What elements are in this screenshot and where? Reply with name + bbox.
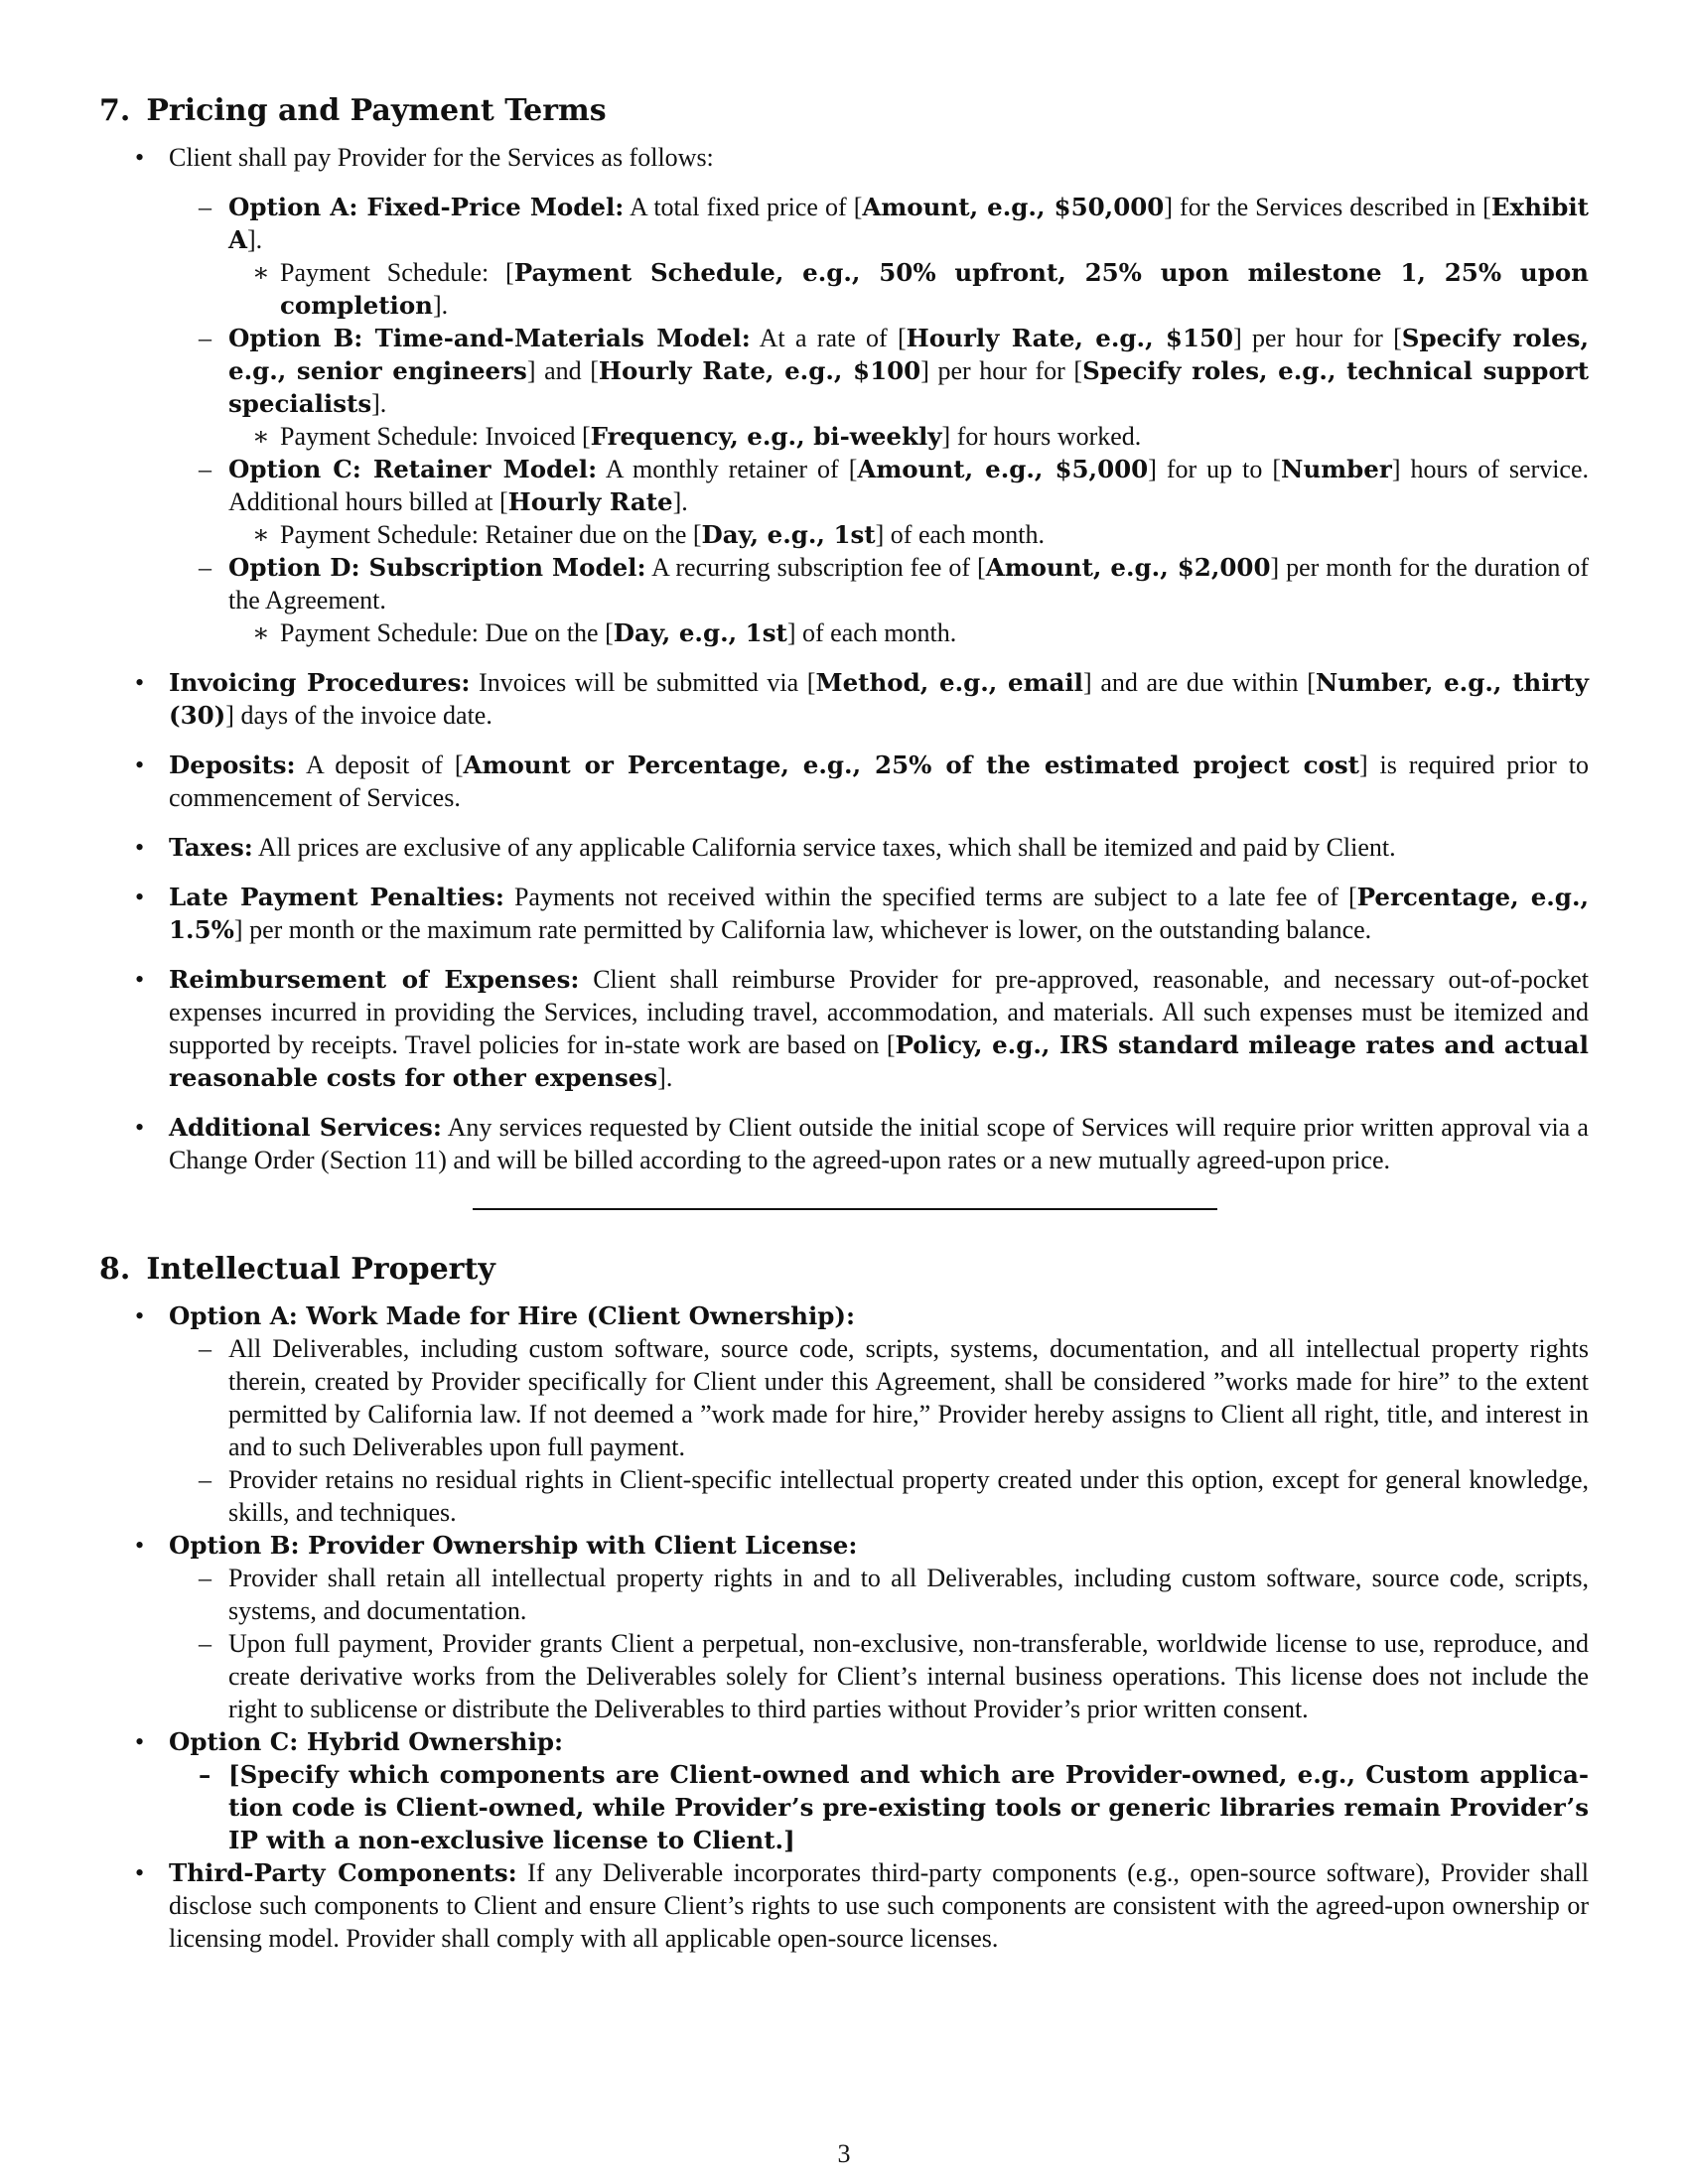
- invoicing-item: [99, 666, 1589, 732]
- bold-text: Hourly Rate, e.g., $150: [906, 324, 1234, 352]
- text-run: ] per month for the duration of the Agreement.: [228, 553, 1589, 614]
- text-run: ].: [672, 487, 688, 516]
- bold-text: Late Payment Penalties:: [169, 883, 504, 911]
- bold-text: Policy, e.g., IRS standard mileage rates and actual reasonable costs for other expenses: [169, 1030, 1589, 1092]
- page-number: 3: [837, 2139, 851, 2168]
- ip-option-b-item: [99, 1529, 1589, 1725]
- text-run: ] per hour for [: [920, 356, 1083, 385]
- list-item: – All Deliverables, including custom software, source code, scripts, systems, documentation, and all intellectual property rights therein, created by Provider specifically for Client under this Agreement, shall be considered ”works made for hire” to the extent permitted by California law. If not deemed a ”work made for hire,” Provider hereby assigns to Client all right, title, and interest in and to such Deliverables upon full payment.: [169, 1332, 1589, 1463]
- text-run: If any Deliverable incorporates third-party components (e.g., open-source software), Provider shall disclose such components to Client and ensure Client’s rights to use such components are consistent with the agreed-upon ownership or licensing model. Provider shall comply with all applicable open-source licenses.: [169, 1858, 1590, 1953]
- bold-text: Percentage, e.g., 1.5%: [169, 883, 1589, 944]
- text-run: ] of each month.: [786, 618, 957, 647]
- text-run: A recurring subscription fee of [: [645, 553, 986, 582]
- bold-text: Hourly Rate: [507, 487, 673, 516]
- option-a-item: [169, 191, 1589, 322]
- text-run: Intellectual Property: [146, 1252, 495, 1287]
- bold-text: Day, e.g., 1st: [613, 618, 787, 647]
- option-b-item: [169, 322, 1589, 453]
- bold-text: Option B: Time-and-Materials Model:: [228, 324, 751, 352]
- ip-option-c-item: [99, 1725, 1589, 1856]
- text-run: ].: [657, 1063, 673, 1092]
- text-run: All prices are exclusive of any applicable California service taxes, which shall be itemized and paid by Client.: [252, 833, 1396, 862]
- reimbursement-item: [99, 963, 1589, 1094]
- text-run: At a rate of [: [750, 324, 907, 352]
- bold-text: Method, e.g., email: [815, 668, 1083, 697]
- text-run: ] is required prior to commencement of Services.: [169, 751, 1589, 812]
- bold-text: Day, e.g., 1st: [701, 520, 876, 549]
- third-party-item: [99, 1856, 1589, 1955]
- payment-schedule-item: [228, 518, 1589, 551]
- section-8-heading: [99, 1250, 1589, 1290]
- bold-text: Third-Party Components:: [169, 1858, 517, 1887]
- bold-text: Option A: Fixed-Price Model:: [228, 193, 625, 221]
- text-run: A total fixed price of [: [624, 193, 863, 221]
- list-item: [99, 141, 1589, 649]
- bold-text: Hourly Rate, e.g., $100: [598, 356, 921, 385]
- bold-text: Option D: Subscription Model:: [228, 553, 646, 582]
- text-run: Payments not received within the specified terms are subject to a late fee of [: [503, 883, 1357, 911]
- bold-text: Number, e.g., thirty (30): [169, 668, 1589, 730]
- text-run: A deposit of [: [295, 751, 464, 779]
- text-run: ] per month or the maximum rate permitted by California law, whichever is lower, on the outstanding balance.: [233, 915, 1372, 944]
- list-item: – Provider retains no residual rights in Client-specific intellectual property created under this option, except for general knowledge, skills, and techniques.: [169, 1463, 1589, 1529]
- bold-text: Amount, e.g., $5,000: [857, 455, 1149, 483]
- text-run: ] and are due within [: [1083, 668, 1316, 697]
- bold-text: Additional Services:: [169, 1113, 442, 1142]
- text-run: ].: [247, 225, 263, 254]
- text-run: Client shall pay Provider for the Services as follows:: [169, 143, 714, 172]
- text-run: Invoices will be submitted via [: [470, 668, 816, 697]
- text-run: ].: [371, 389, 387, 418]
- text-run: Pricing and Payment Terms: [146, 93, 607, 128]
- text-run: Payment Schedule: Invoiced [: [280, 422, 591, 451]
- option-d-item: [169, 551, 1589, 649]
- text-run: Any services requested by Client outside the initial scope of Services will require prior written approval via a Change Order (Section 11) and will be billed according to the agreed-upon rates or a new mutually agreed-upon price.: [169, 1113, 1589, 1174]
- section-7-heading: [99, 91, 1589, 131]
- payment-schedule-item: [228, 256, 1589, 322]
- bold-text: Reimbursement of Expenses:: [169, 965, 580, 994]
- pricing-options-list: [169, 191, 1589, 649]
- payment-schedule-item: [228, 420, 1589, 453]
- ip-option-a-item: [99, 1299, 1589, 1529]
- option-c-item: [169, 453, 1589, 551]
- bold-text: Exhibit A: [228, 193, 1589, 254]
- section-8-list: [99, 1299, 1589, 1955]
- bold-text: Frequency, e.g., bi-weekly: [590, 422, 942, 451]
- late-payment-item: [99, 881, 1589, 946]
- text-run: Payment Schedule: Retainer due on the [: [280, 520, 702, 549]
- section-divider: [473, 1208, 1217, 1210]
- deposits-item: [99, 749, 1589, 814]
- bold-text: Amount or Percentage, e.g., 25% of the estimated project cost: [463, 751, 1359, 779]
- text-run: Payment Schedule: Due on the [: [280, 618, 614, 647]
- text-run: ] and [: [526, 356, 599, 385]
- bold-text: Option C: Retainer Model:: [228, 455, 598, 483]
- text-run: ] for up to [: [1148, 455, 1282, 483]
- bold-text: Amount, e.g., $2,000: [985, 553, 1271, 582]
- section-7-list: [99, 141, 1589, 1176]
- text-run: ].: [433, 291, 449, 320]
- text-run: ] per hour for [: [1233, 324, 1402, 352]
- bold-text: Option A: Work Made for Hire (Client Ownership):: [169, 1301, 856, 1330]
- text-run: 8.: [99, 1252, 131, 1287]
- text-run: ] for hours worked.: [941, 422, 1142, 451]
- text-run: ] days of the invoice date.: [225, 701, 492, 730]
- text-run: 7.: [99, 93, 131, 128]
- taxes-item: [99, 831, 1589, 864]
- bold-text: Invoicing Procedures:: [169, 668, 471, 697]
- text-run: A monthly retainer of [: [597, 455, 858, 483]
- text-run: ] of each month.: [875, 520, 1046, 549]
- text-run: ] for the Services described in [: [1164, 193, 1491, 221]
- payment-schedule-item: [228, 616, 1589, 649]
- text-run: Payment Schedule: [: [280, 258, 514, 287]
- bold-text: Option B: Provider Ownership with Client License:: [169, 1531, 858, 1560]
- list-item: – [Specify which components are Client-owned and which are Provider-owned, e.g., Custom applica-tion code is Client-owned, while Provider’s pre-existing tools or generic libraries remain Provider’s IP with a non-exclusive license to Client.]: [169, 1758, 1589, 1856]
- bold-text: Payment Schedule, e.g., 50% upfront, 25% upon milestone 1, 25% upon completion: [280, 258, 1589, 320]
- bold-text: Taxes:: [169, 833, 253, 862]
- bold-text: Number: [1281, 455, 1392, 483]
- list-item: – Provider shall retain all intellectual property rights in and to all Deliverables, including custom software, source code, scripts, systems, and documentation.: [169, 1562, 1589, 1627]
- text-run: Client shall reimburse Provider for pre-approved, reasonable, and necessary out-of-pocket expenses incurred in providing the Services, including travel, accommodation, and materials. All such expenses must be itemized and supported by receipts. Travel policies for in-state work are based on [: [169, 965, 1589, 1059]
- bold-text: Amount, e.g., $50,000: [862, 193, 1165, 221]
- document-page: [99, 91, 1589, 1955]
- bold-text: Specify roles, e.g., senior engineers: [228, 324, 1589, 385]
- bold-text: Option C: Hybrid Ownership:: [169, 1727, 564, 1756]
- bold-text: Specify roles, e.g., technical support specialists: [228, 356, 1590, 418]
- text-run: ] hours of service. Additional hours billed at [: [228, 455, 1589, 516]
- additional-services-item: [99, 1111, 1589, 1176]
- bold-text: Deposits:: [169, 751, 296, 779]
- list-item: – Upon full payment, Provider grants Client a perpetual, non-exclusive, non-transferable, worldwide license to use, reproduce, and create derivative works from the Deliverables solely for Client’s internal business operations. This license does not include the right to sublicense or distribute the Deliverables to third parties without Provider’s prior written consent.: [169, 1627, 1589, 1725]
